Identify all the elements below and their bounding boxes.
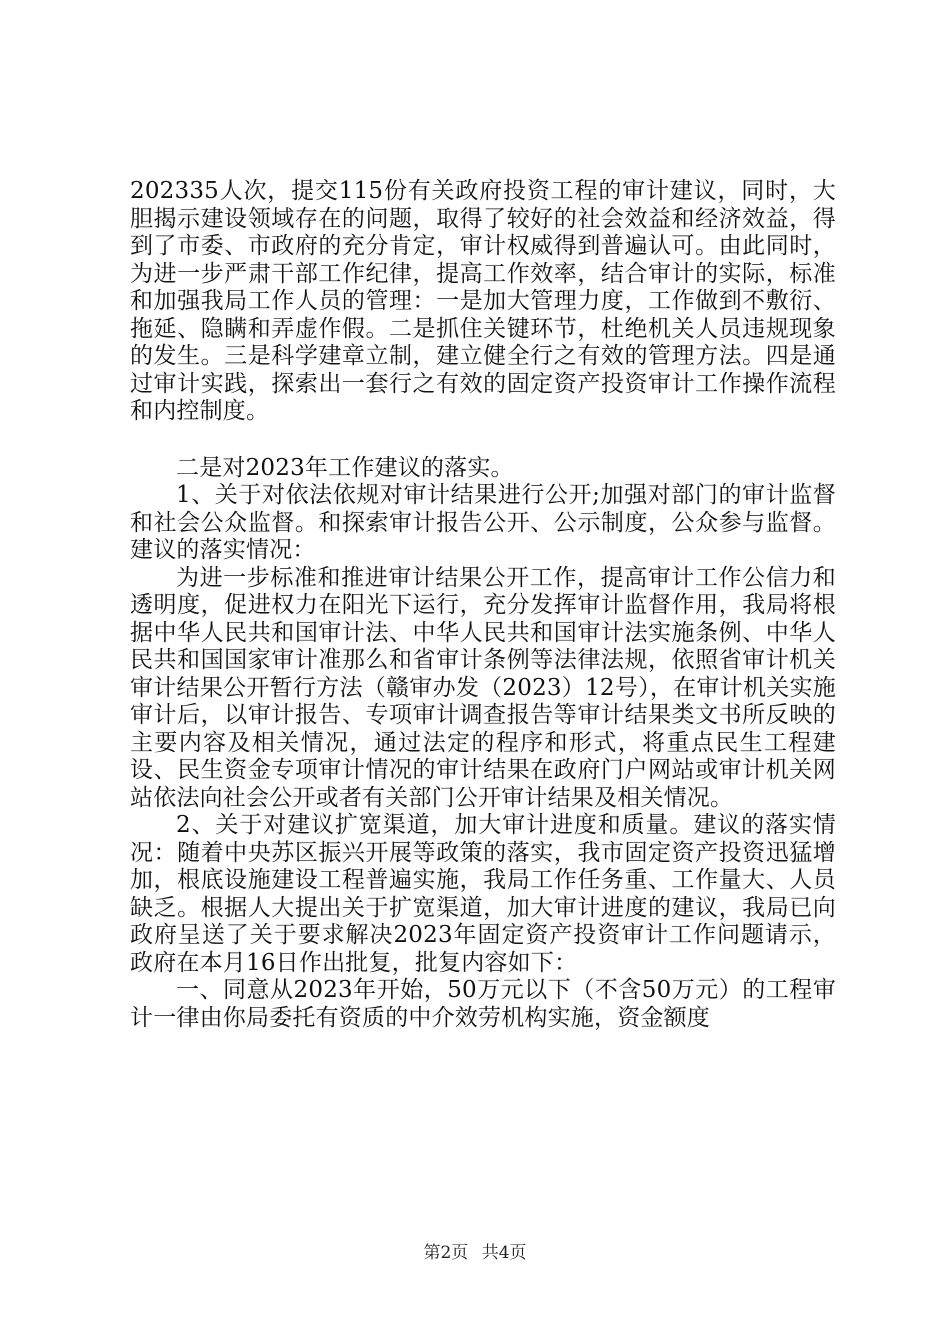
- paragraph-section-heading: 二是对2023年工作建议的落实。: [176, 454, 514, 481]
- paragraph-item-1-detail: 为进一步标准和推进审计结果公开工作，提高审计工作公信力和透明度，促进权力在阳光下运行，充分发挥审计监督作用，我局将根据中华人民共和国审计法、中华人民共和国审计法实施条例、中华人民共和国国家审计准那么和省审计条例等法律法规，依照省审计机关审计结果公开暂行方法（赣审办发（2023）12号），在审计机关实施审计后，以审计报告、专项审计调查报告等审计结果类文书所反映的主要内容及相关情况，通过法定的程序和形式，将重点民生工程建设、民生资金专项审计情况的审计结果在政府门户网站或审计机关网站依法向社会公开或者有关部门公开审计结果及相关情况。: [130, 564, 836, 811]
- page-footer: [0, 1242, 950, 1264]
- document-body: [130, 178, 836, 1032]
- paragraph-audit-summary: 202335人次，提交115份有关政府投资工程的审计建议，同时，大胆揭示建设领域存在的问题，取得了较好的社会效益和经济效益，得到了市委、市政府的充分肯定，审计权威得到普遍认可。由此同时，为进一步严肃干部工作纪律，提高工作效率，结合审计的实际，标准和加强我局工作人员的管理：一是加大管理力度，工作做到不敷衍、拖延、隐瞒和弄虚作假。二是抓住关键环节，杜绝机关人员违规现象的发生。三是科学建章立制，建立健全行之有效的管理方法。四是通过审计实践，探索出一套行之有效的固定资产投资审计工作操作流程和内控制度。: [130, 178, 836, 424]
- paragraph-reply-point-1: 一、同意从2023年开始，50万元以下（不含50万元）的工程审计一律由你局委托有资质的中介效劳机构实施，资金额度: [130, 977, 836, 1031]
- page-number: 第2页: [423, 1243, 469, 1263]
- page-total: 共4页: [481, 1243, 527, 1263]
- paragraph-item-1: 1、关于对依法依规对审计结果进行公开;加强对部门的审计监督和社会公众监督。和探索审计报告公开、公示制度，公众参与监督。建议的落实情况：: [130, 482, 836, 563]
- paragraph-item-2: 2、关于对建议扩宽渠道，加大审计进度和质量。建议的落实情况：随着中央苏区振兴开展等政策的落实，我市固定资产投资迅猛增加，根底设施建设工程普遍实施，我局工作任务重、工作量大、人员缺乏。根据人大提出关于扩宽渠道，加大审计进度的建议，我局已向政府呈送了关于要求解决2023年固定资产投资审计工作问题请示，政府在本月16日作出批复，批复内容如下：: [130, 812, 836, 976]
